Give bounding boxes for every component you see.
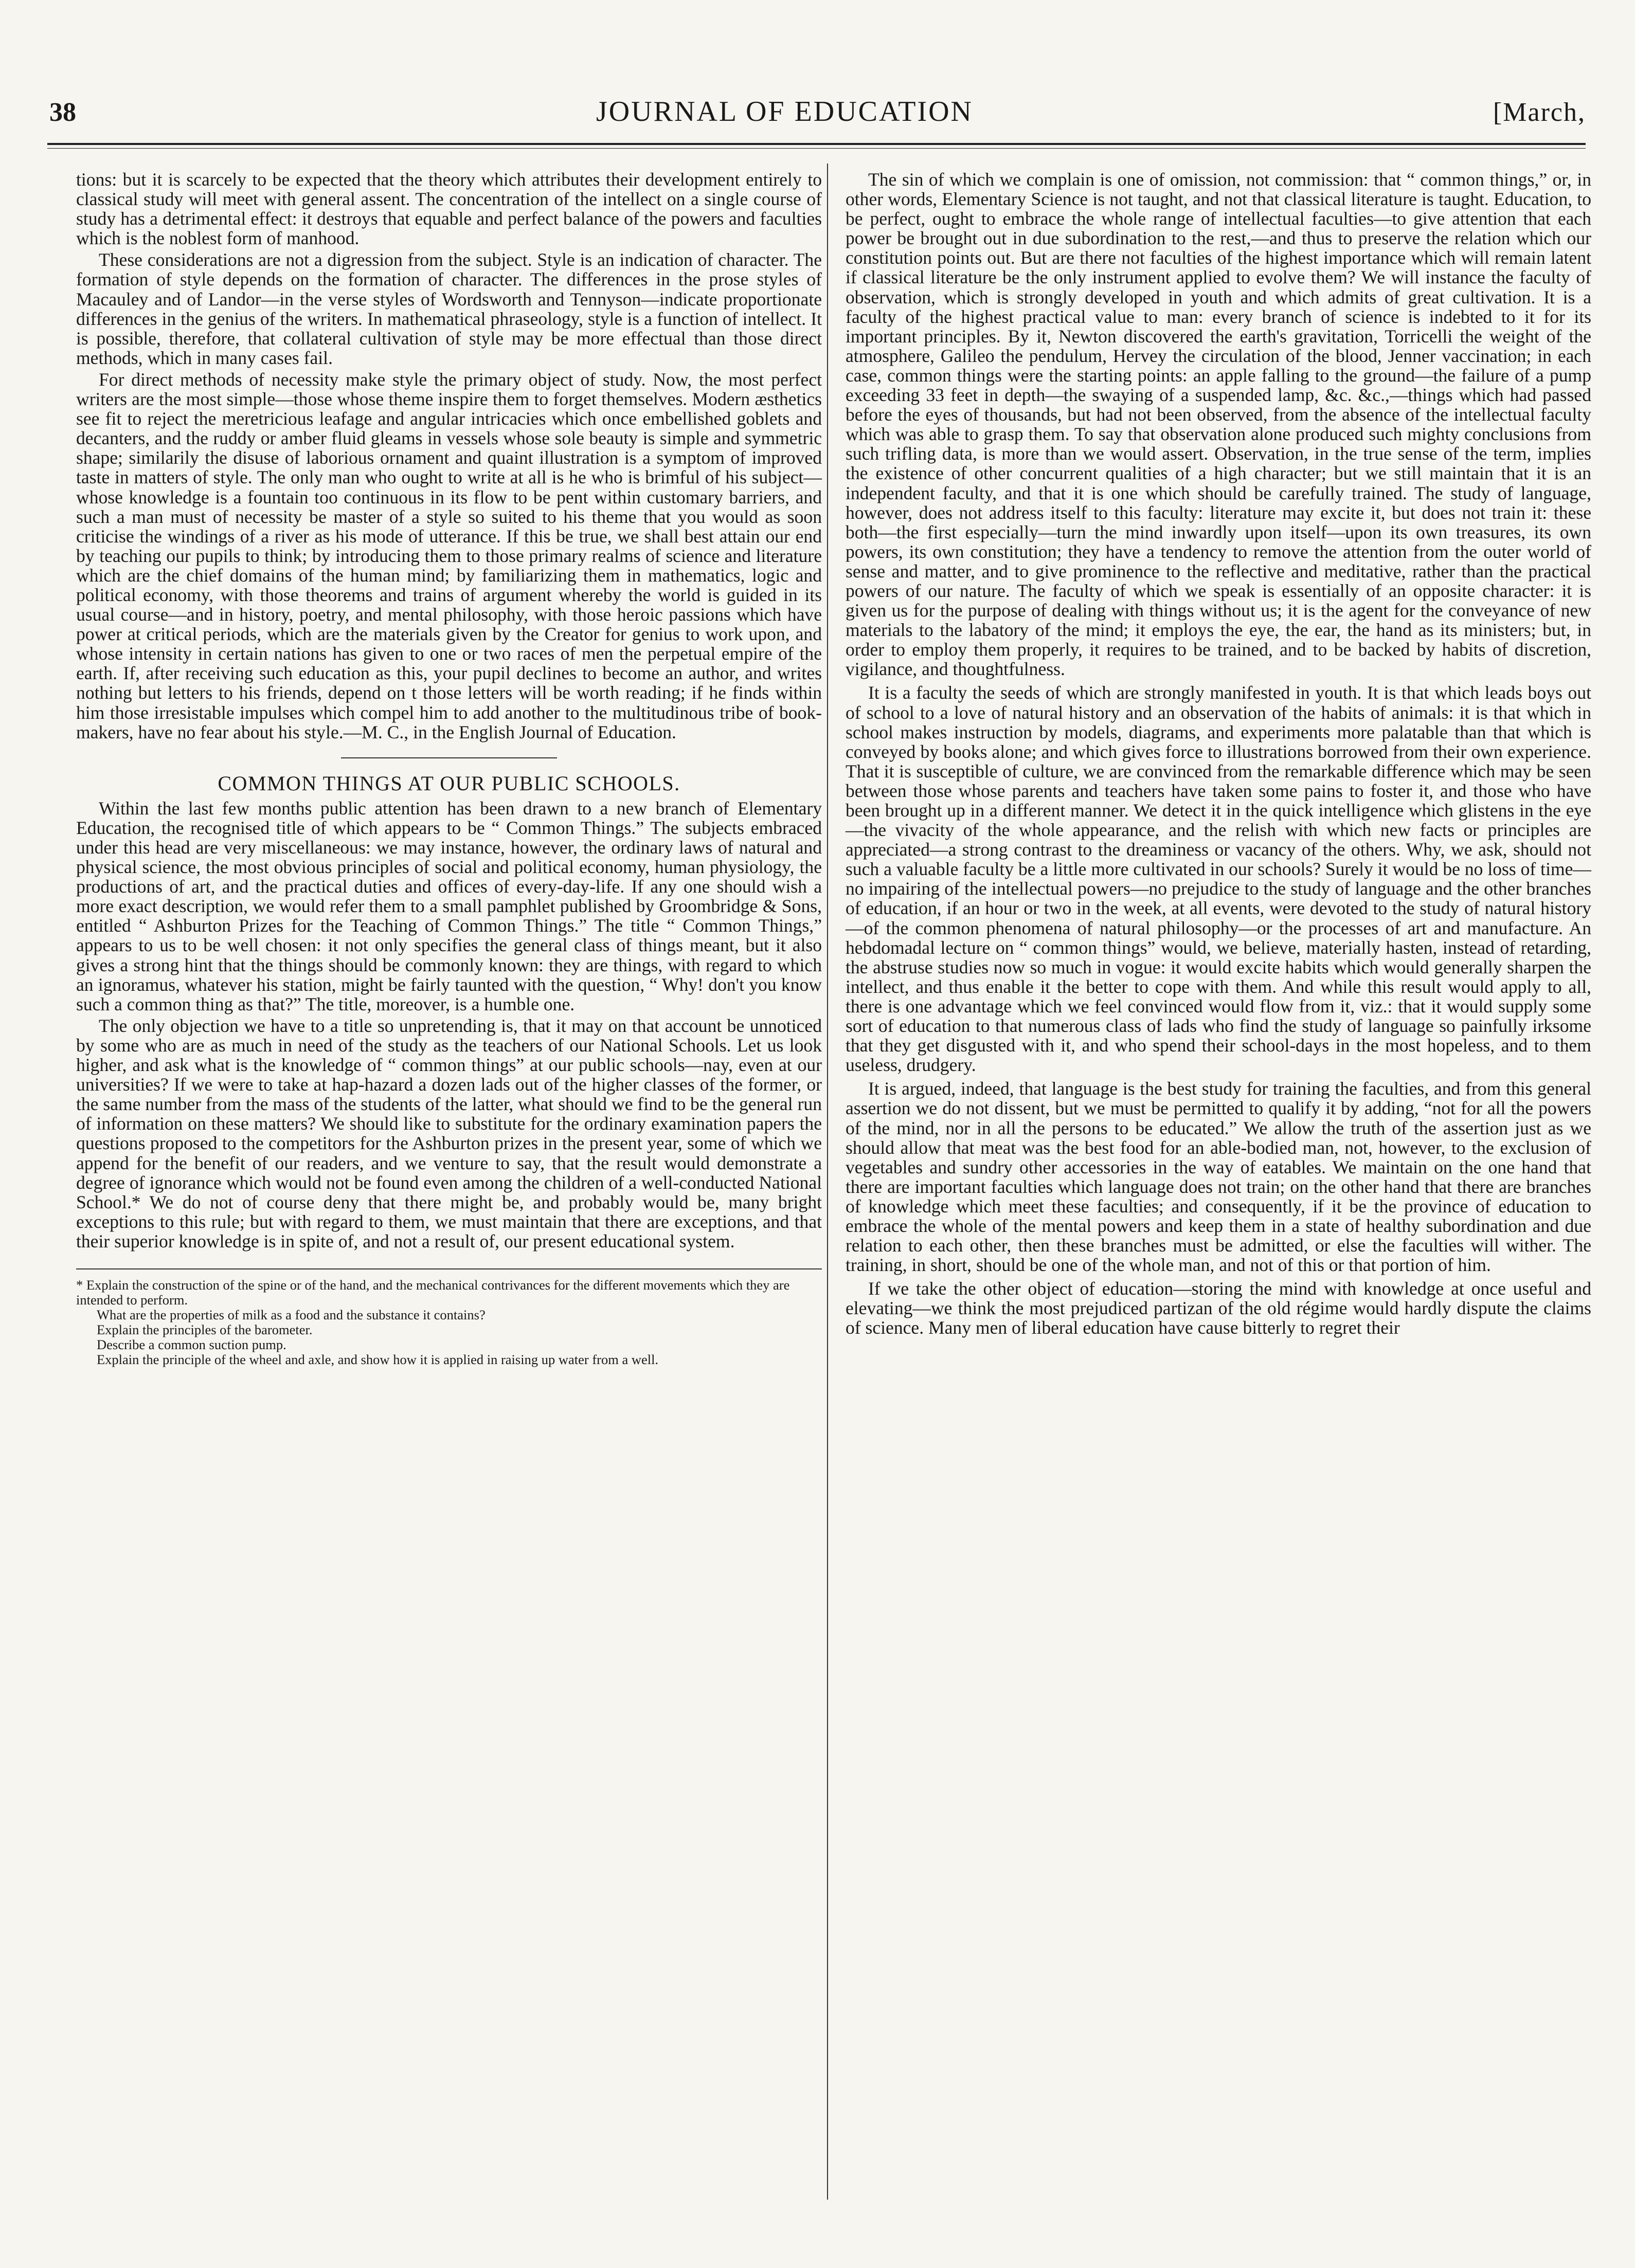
section-separator [341,757,557,758]
paragraph: If we take the other object of education—storing the mind with knowledge at once useful and elevating—we think the most prejudiced partizan of the old régime would hardly dispute the claims of science. Many men of liberal education have cause bitterly to regret their [846,1278,1591,1338]
article-heading: COMMON THINGS AT OUR PUBLIC SCHOOLS. [218,771,680,795]
right-column [846,170,1591,1338]
footnotes [76,1278,822,1367]
footnote: * Explain the construction of the spine or of the hand, and the mechanical contrivances for the different movements which they are intended to perform. [76,1277,790,1308]
header-rule [47,143,1586,149]
footnote: Describe a common suction pump. [97,1336,286,1352]
paragraph: It is a faculty the seeds of which are strongly manifested in youth. It is that which leads boys out of school to a love of natural history and an observation of the habits of animals: it is that which in school makes instruction by models, diagrams, and experiments more palatable than that which is conveyed by books alone; and which gives force to illustrations borrowed from their own experience. That it is susceptible of culture, we are convinced from the remarkable difference which may be seen between those whose parents and teachers have taken some pains to foster it, and those who have been brought up in a different manner. We detect it in the quick intelligence which glistens in the eye—the vivacity of the whole appearance, and the relish with which new facts or principles are appreciated—a strong contrast to the dreaminess or vacancy of the others. Why, we ask, should not such a valuable faculty be a little more cultivated in our schools? Surely it would be no loss of time—no impairing of the intellectual powers—no prejudice to the study of language and the other branches of education, if an hour or two in the week, at all events, were devoted to the study of natural history—of the common phenomena of natural philosophy—or the processes of art and manufacture. An hebdomadal lecture on “ common things” would, we believe, materially hasten, instead of retarding, the abstruse studies now so much in vogue: it would excite habits which would generally sharpen the intellect, and thus enable it the better to cope with them. And while this result would apply to all, there is one advantage which we feel convinced would flow from it, viz.: that it would supply some sort of education to that numerous class of lads who find the study of language so painfully irksome that they get disgusted with it, and who spend their school-days in the most hopeless, and to them useless, drudgery. [846,682,1591,1076]
paragraph: It is argued, indeed, that language is the best study for training the faculties, and from this general assertion we do not dissent, but we must be permitted to qualify it by adding, “not for all the powers of the mind, nor in all the persons to be educated.” We allow the truth of the assertion just as we should allow that meat was the best food for an able-bodied man, not, however, to the exclusion of vegetables and sundry other accessories in the way of eatables. We maintain on the one hand that there are important faculties which language does not train; on the other hand that there are branches of knowledge which meet these faculties; and consequently, if it be the province of education to embrace the whole of the mental powers and keep them in a state of healthy subordination and due relation to each other, then these branches must be admitted, or else the faculties will wither. The training, in short, should be one of the whole man, and not of this or that portion of him. [846,1078,1591,1276]
paragraph: tions: but it is scarcely to be expected that the theory which attributes their development entirely to classical study will meet with general assent. The concentration of the intellect on a single course of study has a detrimental effect: it destroys that equable and perfect balance of the powers and faculties which is the noblest form of manhood. [76,169,822,249]
paragraph: The only objection we have to a title so unpretending is, that it may on that account be unnoticed by some who are as much in need of the study as the teachers of our National Schools. Let us look higher, and ask what is the knowledge of “ common things” at our public schools—nay, even at our universities? If we were to take at hap-hazard a dozen lads out of the higher classes of the former, or the same number from the mass of the students of the latter, what should we find to be the general run of information on these matters? We should like to substitute for the ordinary examination papers the questions proposed to the competitors for the Ashburton prizes in the present year, some of which we append for the benefit of our readers, and we venture to say, that the result would demonstrate a degree of ignorance which would not be found even among the children of a well-conducted National School.* We do not of course deny that there might be, and probably would be, many bright exceptions to this rule; but with regard to them, we must maintain that there are exceptions, and that their superior knowledge is in spite of, and not a result of, our present educational system. [76,1015,822,1251]
left-column [76,170,822,1367]
page-number: 38 [49,98,76,127]
running-title: JOURNAL OF EDUCATION [596,96,973,128]
footnote: Explain the principles of the barometer. [97,1321,313,1337]
paragraph: For direct methods of necessity make style the primary object of study. Now, the most perfect writers are the most simple—those whose theme inspire them to forget themselves. Modern æsthetics see fit to reject the meretricious leafage and angular intricacies which once embellished goblets and decanters, and the ruddy or amber fluid gleams in vessels whose sole beauty is simple and symmetric shape; similarily the disuse of laborious ornament and quaint illustration is a symptom of improved taste in matters of style. The only man who ought to write at all is he who is brimful of his subject—whose knowledge is a fountain too continuous in its flow to be pent within customary barriers, and such a man must of necessity be master of a style so suited to his theme that you would as soon criticise the windings of a river as his mode of utterance. If this be true, we shall best attain our end by teaching our pupils to think; by introducing them to those primary realms of science and literature which are the chief domains of the human mind; by familiarizing them in mathematics, logic and political economy, with those theorems and trains of argument whereby the world is guided in its usual course—and in history, poetry, and mental philosophy, with those heroic passions which have power at critical periods, which are the materials given by the Creator for genius to work upon, and whose intensity in certain nations has given to one or two races of men the perpetual empire of the earth. If, after receiving such education as this, your pupil declines to become an author, and writes nothing but letters to his friends, depend on t those letters will be worth reading; if he finds within him those irresistable impulses which compel him to add another to the multitudinous tribe of book-makers, have no fear about his style.—M. C., in the English Journal of Education. [76,369,822,742]
running-header [49,95,1586,131]
paragraph: Within the last few months public attention has been drawn to a new branch of Elementary Education, the recognised title of which appears to be “ Common Things.” The subjects embraced under this head are very miscellaneous: we may instance, however, the ordinary laws of natural and physical science, the most obvious principles of social and political economy, human physiology, the productions of art, and the practical duties and offices of every-day-life. If any one should wish a more exact description, we would refer them to a small pamphlet published by Groombridge & Sons, entitled “ Ashburton Prizes for the Teaching of Common Things.” The title “ Common Things,” appears to us to be well chosen: it not only specifies the general class of things meant, but it also gives a strong hint that the things should be commonly known: they are things, with regard to which an ignoramus, whatever his station, might be fairly taunted with the question, “ Why! don't you know such a common thing as that?” The title, moreover, is a humble one. [76,797,822,1014]
footnote-rule [76,1268,822,1269]
column-divider [827,164,828,2200]
footnote: What are the properties of milk as a food and the substance it contains? [97,1307,486,1322]
paragraph: These considerations are not a digression from the subject. Style is an indication of character. The formation of style depends on the formation of character. The differences in the prose styles of Macauley and of Landor—in the verse styles of Wordsworth and Tennyson—indicate proportionate differences in the genius of the writers. In mathematical phraseology, style is a function of intellect. It is possible, therefore, that collateral cultivation of style may be more effectual than those direct methods, which in many cases fail. [76,249,822,368]
paragraph: The sin of which we complain is one of omission, not commission: that “ common things,” or, in other words, Elementary Science is not taught, and not that classical literature is taught. Education, to be perfect, ought to embrace the whole range of intellectual faculties—to give attention that each power be brought out in due subordination to the rest,—and thus to preserve the relation which our constitution points out. But are there not faculties of the highest importance which will remain latent if classical literature be the only instrument applied to evolve them? We will instance the faculty of observation, which is strongly developed in youth and which admits of great cultivation. It is a faculty of the highest practical value to man: every branch of science is indebted to it for its important principles. By it, Newton discovered the earth's gravitation, Torricelli the weight of the atmosphere, Galileo the pendulum, Hervey the circulation of the blood, Jenner vaccination; in each case, common things were the starting points: an apple falling to the ground—the failure of a pump exceeding 33 feet in depth—the swaying of a suspended lamp, &c. &c.,—things which had passed before the eyes of thousands, but had not been observed, from the absence of the intellectual faculty which was able to grasp them. To say that observation alone produced such mighty conclusions from such trifling data, is more than we would assert. Observation, in the true sense of the term, implies the existence of other concurrent qualities of a high character; but we still maintain that it is an independent faculty, and that it is one which should be carefully trained. The study of language, however, does not address itself to this faculty: literature may excite it, but does not train it: these both—the first especially—turn the mind inwardly upon itself—upon its own treasures, its own powers, its own constitution; they have a tendency to remove the attention from the outer world of sense and matter, and to give prominence to the reflective and meditative, rather than the practical powers of our nature. The faculty of which we speak is essentially of an opposite character: it is given us for the purpose of dealing with things without us; it is the agent for the conveyance of new materials to the labatory of the mind; it employs the eye, the ear, the hand as its ministers; but, in order to employ them properly, it requires to be trained, and to be backed by habits of discretion, vigilance, and thoughtfulness. [846,169,1591,680]
running-month: [March, [1493,98,1586,127]
footnote: Explain the principle of the wheel and axle, and show how it is applied in raising up water from a well. [97,1351,659,1367]
